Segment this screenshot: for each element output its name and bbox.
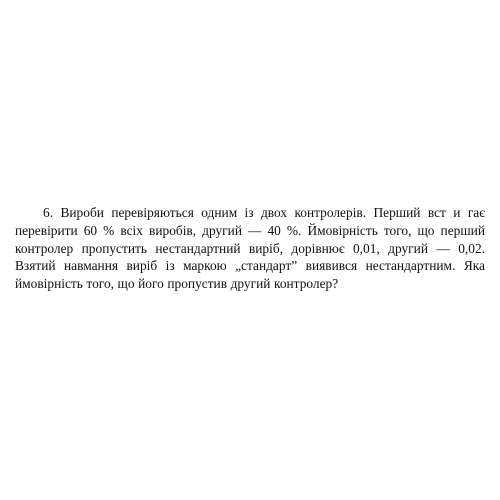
problem-number: 6. bbox=[43, 205, 54, 220]
problem-text: Вироби перевіряються одним із двох контролерів. Перший вст и гає перевірити 60 % всіх виробів, другий — 40 %. Ймовірність того, що перший контролер пропустить нестандартний виріб, дорівнює 0,01, другий — 0,02. Взятий навмання виріб із маркою „стандарт” виявився нестандартним. Яка ймовірність того, що його пропустив другий контролер? bbox=[15, 205, 485, 292]
problem-paragraph bbox=[15, 204, 485, 293]
